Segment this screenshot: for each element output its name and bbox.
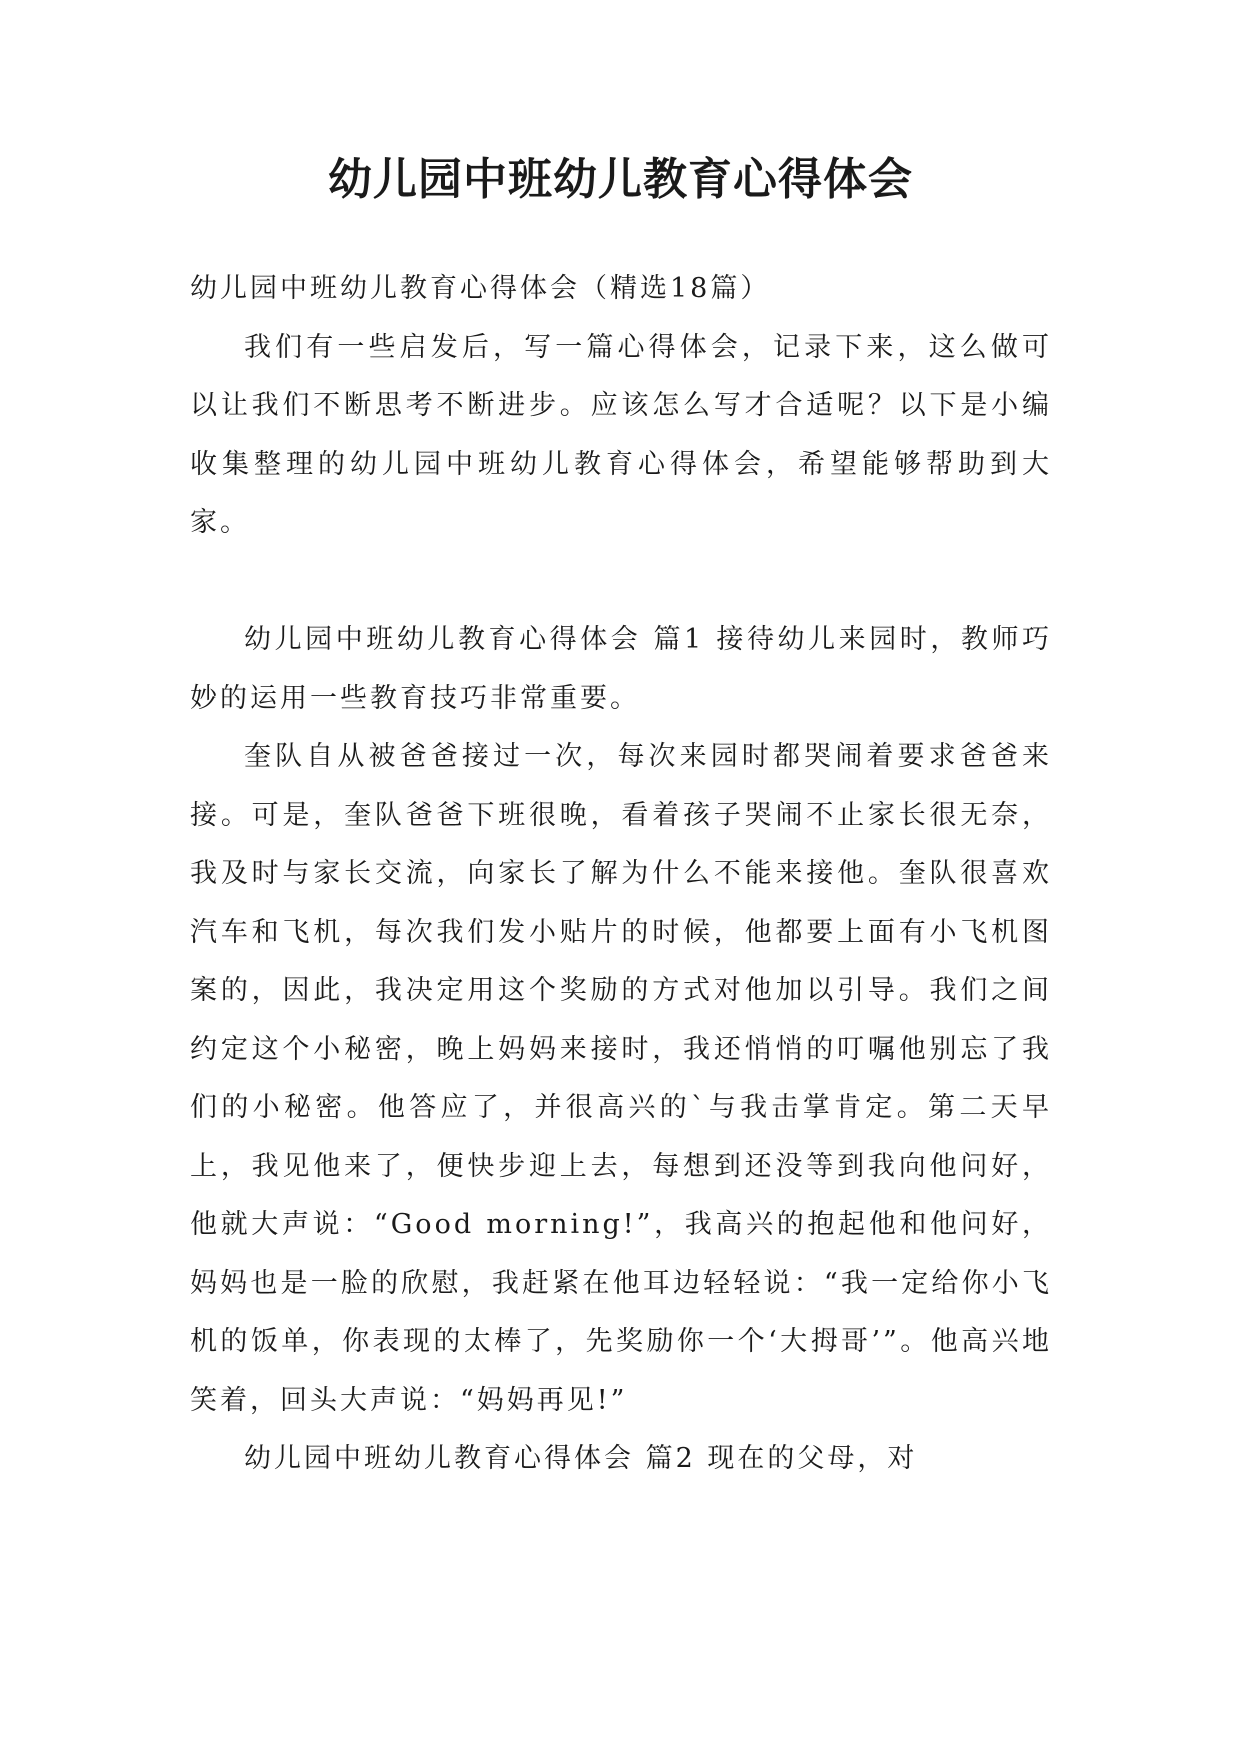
section-1-body: 奎队自从被爸爸接过一次，每次来园时都哭闹着要求爸爸来接。可是，奎队爸爸下班很晚，看着孩子哭闹不止家长很无奈，我及时与家长交流，向家长了解为什么不能来接他。奎队很喜欢汽车和飞机，每次我们发小贴片的时候，他都要上面有小飞机图案的，因此，我决定用这个奖励的方式对他加以引导。我们之间约定这个小秘密，晚上妈妈来接时，我还悄悄的叮嘱他别忘了我们的小秘密。他答应了，并很高兴的`与我击掌肯定。第二天早上，我见他来了，便快步迎上去，每想到还没等到我向他问好，他就大声说：“Good morning!”，我高兴的抱起他和他问好，妈妈也是一脸的欣慰，我赶紧在他耳边轻轻说：“我一定给你小飞机的饭单，你表现的太棒了，先奖励你一个‘大拇哥’”。他高兴地笑着，回头大声说：“妈妈再见!” [190,741,1052,1416]
paragraph-spacer [190,553,1052,612]
section-gap [696,1443,708,1474]
section-gap [704,624,716,655]
section-2-heading: 幼儿园中班幼儿教育心得体会 篇2 [244,1443,696,1474]
document-title: 幼儿园中班幼儿教育心得体会 [328,154,913,205]
section-2-opening [190,1430,1052,1489]
section-1-heading: 幼儿园中班幼儿教育心得体会 篇1 [244,624,705,655]
section-2-lead: 现在的父母，对 [707,1443,918,1474]
intro-paragraph: 我们有一些启发后，写一篇心得体会，记录下来，这么做可以让我们不断思考不断进步。应该怎么写才合适呢？以下是小编收集整理的幼儿园中班幼儿教育心得体会，希望能够帮助到大家。 [190,331,1052,538]
section-1-opening [190,611,1052,728]
document-subtitle: 幼儿园中班幼儿教育心得体会（精选18篇） [190,273,771,304]
document-body [190,260,1052,1489]
section-1-lead: 接待幼儿来园时，教师巧妙的运用一些教育技巧非常重要。 [190,624,1053,714]
